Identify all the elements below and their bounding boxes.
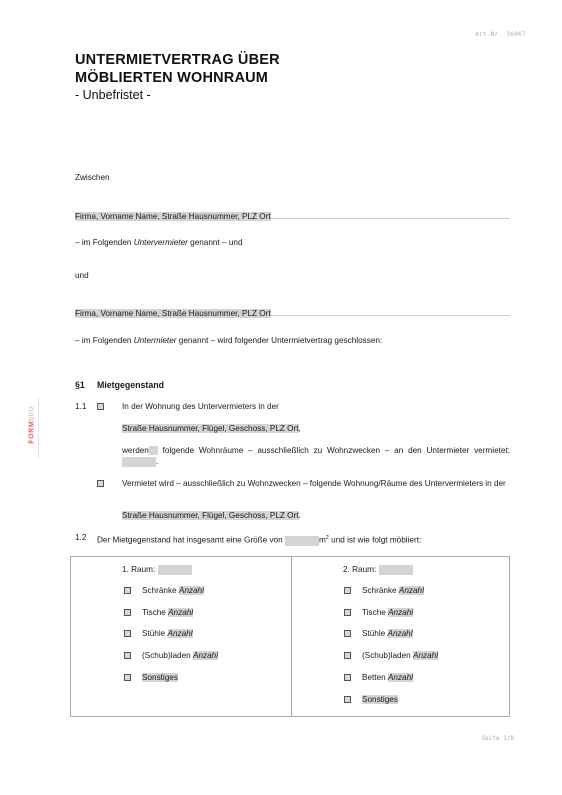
room2-item [362,586,424,595]
party2-role-pre: – im Folgenden [75,336,134,345]
furnishing-table [70,556,510,717]
p12-text-post: und ist wie folgt möbliert: [331,535,422,545]
party1-role-pre: – im Folgenden [75,238,134,247]
room2-item-checkbox[interactable] [344,630,351,637]
room2-item-count[interactable]: Anzahl [412,651,439,660]
room2-item-checkbox[interactable] [344,609,351,616]
room1-item [142,651,218,660]
brand-form: FORM [28,420,36,444]
room2-label-text: 2. Raum: [343,565,377,575]
room1-item-count[interactable]: Anzahl [168,608,194,617]
page-number: Seite 1/8 [481,735,514,742]
party1-role [75,238,243,249]
room2-item-label: Betten [362,673,388,682]
sidebar-divider [38,398,39,458]
p11-text-b: folgende Wohnräume – ausschließlich zu Wohnzwecken – an den Untermieter [162,446,470,455]
party2-field[interactable] [75,303,510,316]
room2-item-label: Tische [362,608,389,617]
room1-item-count[interactable]: Anzahl [192,651,219,660]
p11-address2-end: . [298,511,301,520]
p11-option2-checkbox[interactable] [97,480,104,487]
room2-item-checkbox[interactable] [344,652,351,659]
room1-item-checkbox[interactable] [124,652,131,659]
party2-role-post: genannt – wird folgender Untermietvertrag geschlossen: [176,336,383,345]
room1-item [142,673,178,682]
document-title [75,51,280,87]
table-divider [291,557,292,716]
room2-item-count[interactable]: Anzahl [387,629,413,638]
room1-item-checkbox[interactable] [124,630,131,637]
p11-address1-placeholder: Straße Hausnummer, Flügel, Geschoss, PLZ Ort [122,424,299,433]
room2-item-count[interactable]: Anzahl [398,586,424,595]
section1-heading: Mietgegenstand [97,380,164,390]
room1-item-checkbox[interactable] [124,587,131,594]
room2-item-label: Schränke [362,586,399,595]
room1-item-label: (Schub)laden [142,651,193,660]
room2-item [362,629,413,638]
room1-label [122,565,192,576]
party2-role-title: Untermieter [133,336,177,345]
room2-item-checkbox[interactable] [344,587,351,594]
room1-item-label: Tische [142,608,169,617]
room2-label [343,565,413,576]
party1-role-title: Untervermieter [133,238,188,247]
p12-unit: m [318,535,326,545]
room2-item-count[interactable]: Anzahl [388,608,414,617]
room1-item-checkbox[interactable] [124,674,131,681]
party2-placeholder: Firma, Vorname Name, Straße Hausnummer, PLZ Ort [75,309,271,318]
room1-item-label[interactable]: Sonstiges [142,673,178,682]
title-line-2: MÖBLIERTEN WOHNRAUM [75,70,269,86]
und-label: und [75,271,89,280]
p11-text-a: werden [122,446,149,455]
p11-rooms-text [122,446,510,467]
room1-item [142,629,193,638]
room1-item [142,586,204,595]
room1-item-count[interactable]: Anzahl [167,629,193,638]
room2-item-label: (Schub)laden [362,651,413,660]
p12-unit-sup: 2 [325,535,329,541]
zwischen-label: Zwischen [75,173,110,182]
party2-role [75,336,382,347]
p11-address1-end: , [298,424,301,433]
room2-item [362,673,413,682]
room1-item-checkbox[interactable] [124,609,131,616]
room2-item [362,651,438,660]
p11-option2-text: Vermietet wird – ausschließlich zu Wohnzwecken – folgende Wohnung/Räume des Untervermieters in der [122,479,506,488]
room2-item-count[interactable]: Anzahl [387,673,413,682]
document-subtitle: - Unbefristet - [75,88,151,102]
title-line-1: UNTERMIETVERTRAG ÜBER [75,52,280,68]
room1-item-label: Stühle [142,629,168,638]
p11-text-c: vermietet: [474,446,511,455]
party1-placeholder: Firma, Vorname Name, Straße Hausnummer, PLZ Ort [75,212,271,221]
brand-logo [25,397,38,457]
room1-item-count[interactable]: Anzahl [178,586,204,595]
p11-text-end: . [156,456,159,466]
p12-text-pre: Der Mietgegenstand hat insgesamt eine Größe von [97,535,283,545]
room1-label-text: 1. Raum: [122,565,156,575]
room2-item-checkbox[interactable] [344,674,351,681]
room1-item [142,608,193,617]
p11-count-field[interactable] [149,446,158,455]
p11-rooms-field[interactable] [122,456,159,467]
room1-name-field[interactable] [158,565,192,575]
room2-item [362,608,413,617]
p11-number: 1.1 [75,402,87,411]
room1-item-label: Schränke [142,586,179,595]
p12-text [97,533,421,546]
p12-number: 1.2 [75,533,87,542]
article-number: Art.Nr. 36067 [475,31,526,38]
room2-item [362,695,398,704]
room2-name-field[interactable] [379,565,413,575]
p11-option1-text: In der Wohnung des Untervermieters in der [122,402,279,411]
p11-address2-placeholder: Straße Hausnummer, Flügel, Geschoss, PLZ Ort [122,511,299,520]
party1-role-post: genannt – und [187,238,243,247]
room2-item-label[interactable]: Sonstiges [362,695,398,704]
room2-item-label: Stühle [362,629,388,638]
p11-address1[interactable] [122,424,301,435]
room2-item-checkbox[interactable] [344,696,351,703]
p11-address2[interactable] [122,511,301,522]
section1-number: §1 [75,380,85,390]
party1-field[interactable] [75,206,510,219]
brand-blitz: blitz [28,405,36,421]
p11-option1-checkbox[interactable] [97,403,104,410]
p12-size-field[interactable] [285,536,319,546]
